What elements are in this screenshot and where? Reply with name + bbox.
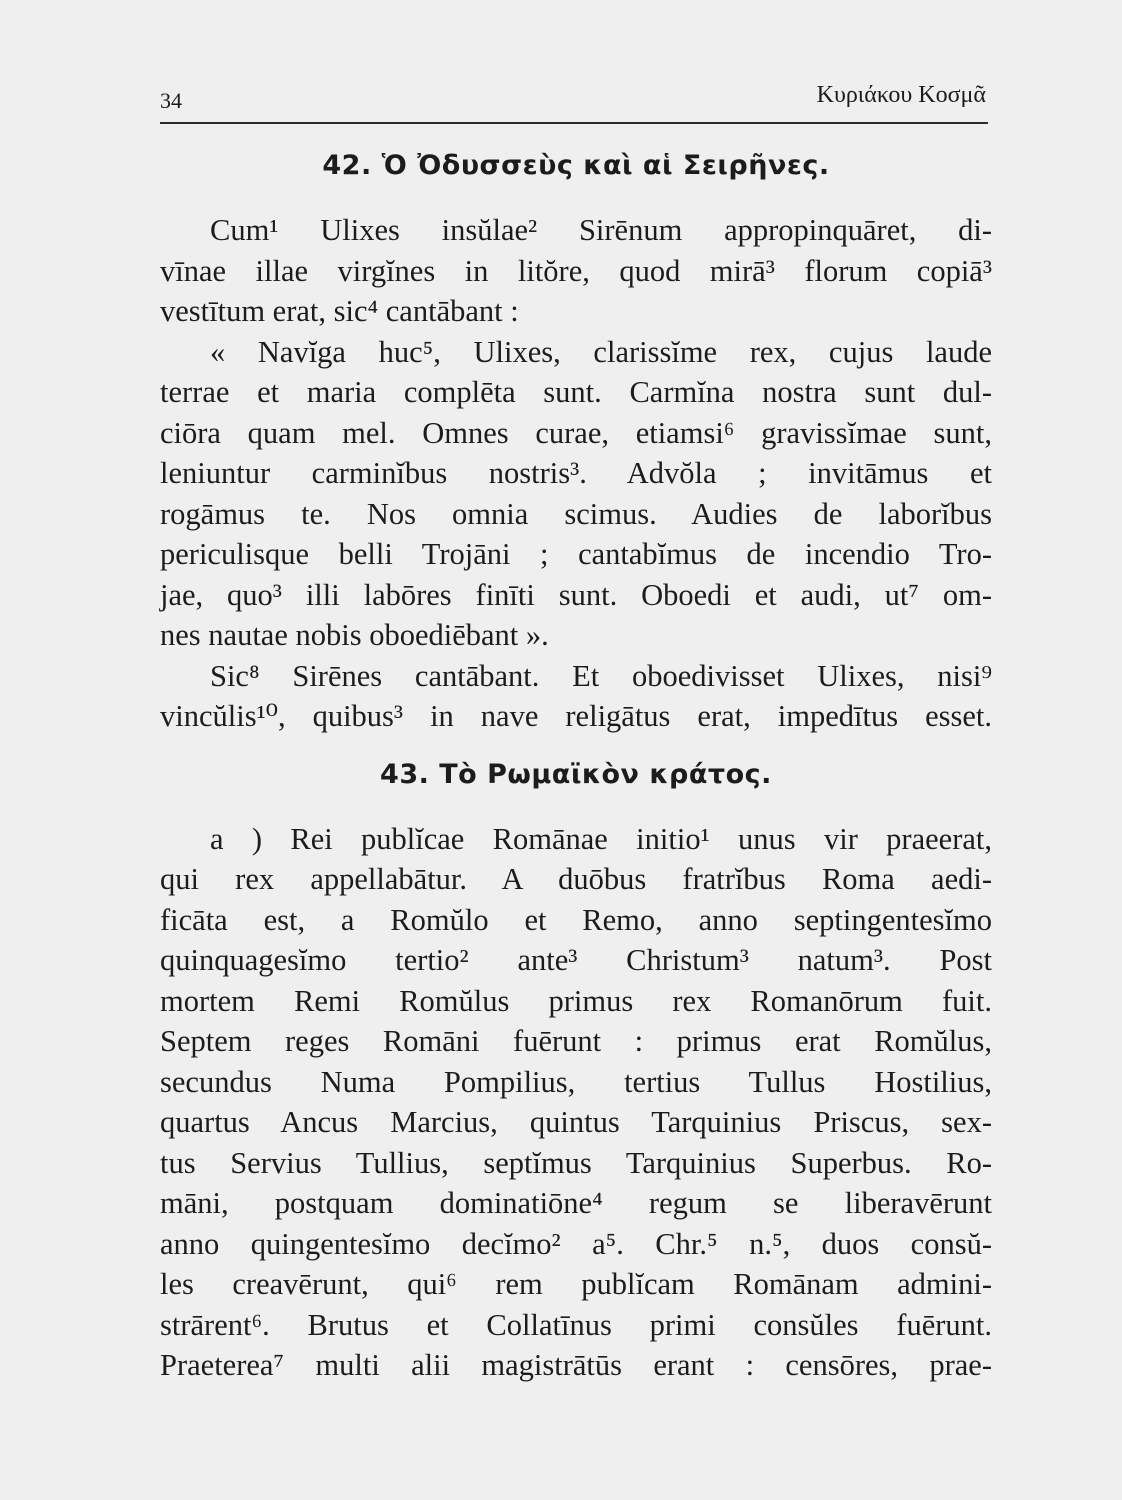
text-line: strārent⁶. Brutus et Collatīnus primi consŭles fuērunt. [160, 1307, 992, 1342]
text-line: vīnae illae virgĭnes in litŏre, quod mirā³ florum copiā³ [160, 253, 992, 288]
section-heading: 43. Τὸ Ρωμαϊκὸν κράτος. [380, 758, 772, 790]
text-line: anno quingentesĭmo decĭmo² a⁵. Chr.⁵ n.⁵, duos consŭ- [160, 1226, 992, 1261]
text-line: periculisque belli Trojāni ; cantabĭmus de incendio Tro- [160, 537, 992, 571]
text-line: tus Servius Tullius, septĭmus Tarquinius Superbus. Ro- [160, 1145, 992, 1180]
text-line: ficāta est, a Romŭlo et Remo, anno septingentesĭmo [160, 902, 992, 937]
text-line: terrae et maria complēta sunt. Carmĭna nostra sunt dul- [160, 375, 992, 409]
section-43 [160, 749, 992, 1386]
text-line: rogāmus te. Nos omnia scimus. Audies de laborĭbus [160, 496, 992, 531]
section-text [160, 210, 992, 737]
text-line: leniuntur carminĭbus nostris³. Advŏla ; invitāmus et [160, 456, 992, 490]
text-line: a ) Rei publĭcae Romānae initio¹ unus vir praeerat, [210, 821, 992, 856]
text-line: les creavērunt, qui⁶ rem publĭcam Romānam admini- [160, 1267, 992, 1301]
text-line: qui rex appellabātur. A duōbus fratrĭbus Roma aedi- [160, 862, 992, 896]
text-line: jae, quo³ illi labōres finīti sunt. Oboedi et audi, ut⁷ om- [160, 577, 992, 612]
section-text [160, 819, 992, 1386]
page-number: 34 [160, 88, 182, 113]
section-42 [160, 140, 992, 737]
text-line: quinquagesĭmo tertio² ante³ Christum³ natum³. Post [160, 943, 992, 977]
text-line: Sic⁸ Sirēnes cantābant. Et oboedivisset Ulixes, nisi⁹ [210, 658, 992, 693]
running-title: Κυριάκου Κοσμᾶ [816, 82, 986, 108]
text-line: mortem Remi Romŭlus primus rex Romanōrum fuit. [160, 983, 992, 1018]
text-line: nes nautae nobis oboediēbant ». [160, 618, 549, 652]
running-header [160, 78, 988, 124]
section-heading: 42. Ὁ Ὀδυσσεὺς καὶ αἱ Σειρῆνες. [322, 150, 830, 181]
text-line: ciōra quam mel. Omnes curae, etiamsi⁶ gravissĭmae sunt, [160, 415, 992, 450]
text-line: vestītum erat, sic⁴ cantābant : [160, 294, 519, 328]
text-line: quartus Ancus Marcius, quintus Tarquinius Priscus, sex- [160, 1105, 992, 1139]
text-line: Septem reges Romāni fuērunt : primus erat Romŭlus, [160, 1024, 992, 1058]
text-line: vincŭlis¹⁰, quibus³ in nave religātus erat, impedītus esset. [160, 699, 992, 733]
text-line: māni, postquam dominatiōne⁴ regum se liberavērunt [160, 1186, 992, 1220]
page-body [160, 140, 992, 1386]
text-line: « Navĭga huc⁵, Ulixes, clarissĭme rex, cujus laude [210, 334, 992, 369]
text-line: secundus Numa Pompilius, tertius Tullus Hostilius, [160, 1064, 992, 1099]
text-line: Cum¹ Ulixes insŭlae² Sirēnum appropinquāret, di- [210, 213, 992, 247]
text-line: Praeterea⁷ multi alii magistrātūs erant : censōres, prae- [160, 1348, 992, 1382]
